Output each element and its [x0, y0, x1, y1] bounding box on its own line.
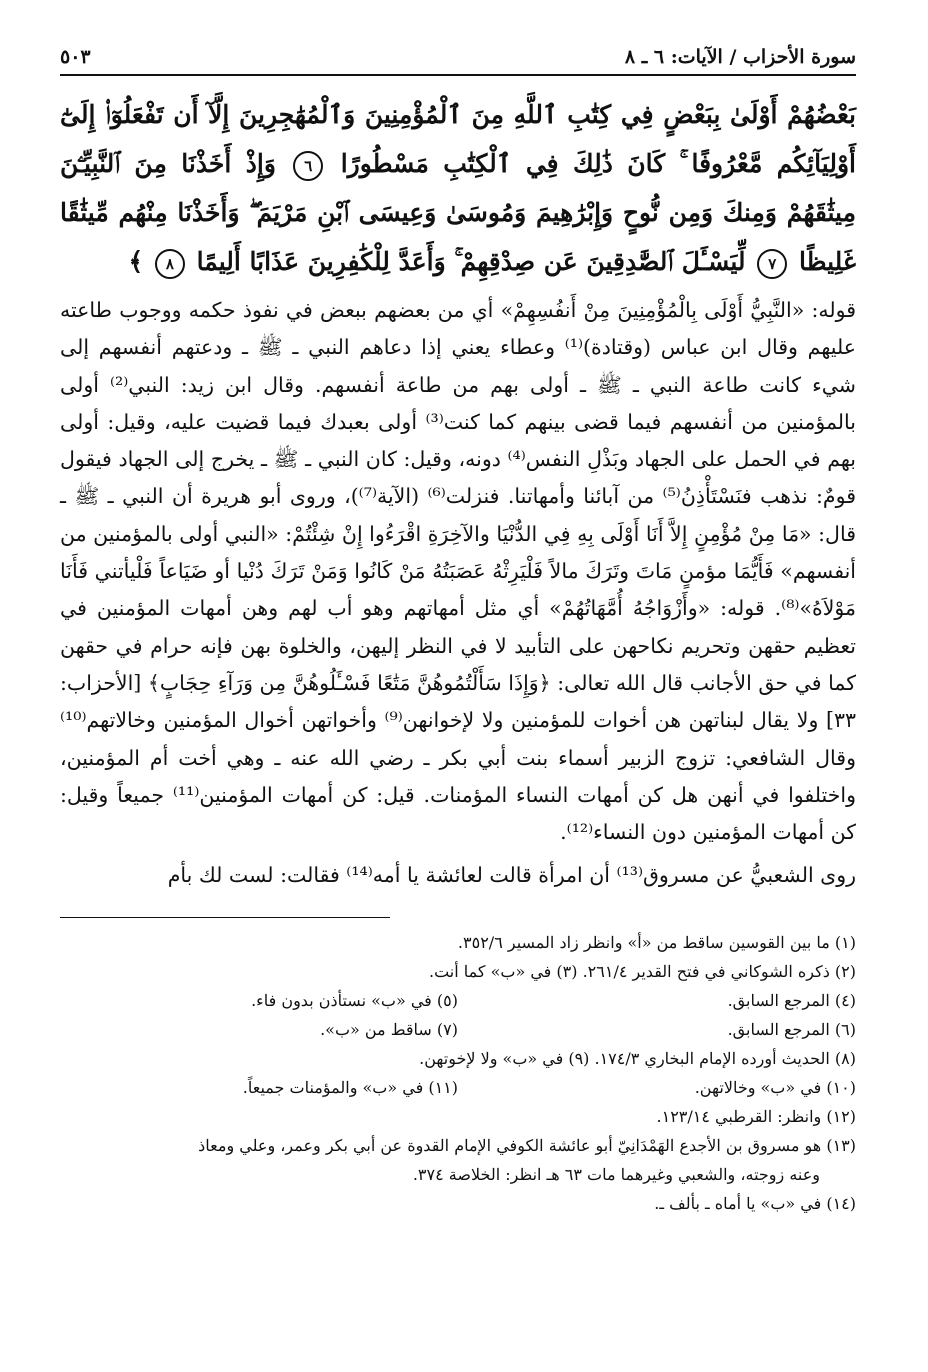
commentary-paragraph: روى الشعبيُّ عن مسروق⁽¹³⁾ أن امرأة قالت لعائشة يا أمه⁽¹⁴⁾ فقالت: لست لك بأم: [167, 863, 856, 888]
verse-text-2: وَإِذْ أَخَذْنَا مِنَ ٱلنَّبِيِّـۧنَ مِيثَٰقَهُمْ وَمِنكَ وَمِن نُّوحٍ وَإِبْرَٰهِيمَ وَمُوسَىٰ وَعِيسَى ٱبْنِ مَرْيَمَ ۖ وَأَخَذْنَا مِنْهُم مِّيثَٰقًا غَلِيظًا: [60, 149, 856, 276]
verse-text-1: بَعْضُهُمْ أَوْلَىٰ بِبَعْضٍ فِي كِتَٰبِ ٱللَّهِ مِنَ ٱلْمُؤْمِنِينَ وَٱلْمُهَٰجِرِينَ إِلَّآ أَن تَفْعَلُوٓا۟ إِلَىٰٓ أَوْلِيَآئِكُم مَّعْرُوفًا ۚ كَانَ ذَٰلِكَ فِي ٱلْكِتَٰبِ مَسْطُورًا: [60, 100, 856, 178]
footnote: (٢) ذكره الشوكاني في فتح القدير ٢٦١/٤. (٣) في «ب» كما أنت.: [428, 961, 856, 981]
verse-text-3: لِّيَسْـَٔلَ ٱلصَّٰدِقِينَ عَن صِدْقِهِمْ ۚ وَأَعَدَّ لِلْكَٰفِرِينَ عَذَابًا أَلِيمًا: [196, 247, 746, 276]
verse-number-marker: ٧: [757, 249, 787, 279]
commentary-paragraph: قوله: «النَّبِيُّ أَوْلَى بِالْمُؤْمِنِينَ مِنْ أَنفُسِهِمْ» أي من بعضهم ببعض في نفوذ حكمه ووجوب طاعته عليهم وقال ابن عباس (وقتادة)⁽¹⁾ وعطاء يعني إذا دعاهم النبي ـ ﷺ ـ ودعتهم أنفسهم إلى شيء كانت طاعة النبي ـ ﷺ ـ أولى بهم من طاعة أنفسهم. وقال ابن زيد: النبي⁽²⁾ أولى بالمؤمنين من أنفسهم فيما قضى بينهم كما كنت⁽³⁾ أولى بعبدك فيما قضيت عليه، وقيل: أولى بهم في الحمل على الجهاد وبَذْلِ النفس⁽⁴⁾ دونه، وقيل: كان النبي ـ ﷺ ـ يخرج إلى الجهاد فيقول قومٌ: نذهب فنَسْتَأْذِنُ⁽⁵⁾ من آبائنا وأمهاتنا. فنزلت⁽⁶⁾ (الآية⁽⁷⁾)، وروى أبو هريرة أن النبي ـ ﷺ ـ قال: «مَا مِنْ مُؤْمِنٍ إِلاَّ أَنَا أَوْلَى بِهِ فِي الدُّنْيَا والآخِرَةِ اقْرَءُوا إِنْ شِئْتُمْ: «النبي أولى بالمؤمنين من أنفسهم» فَأَيُّمَا مؤمنٍ مَاتَ وتَرَكَ مالاً فَلْيَرِثْهُ عَصَبَتُهُ مَنْ كَانُوا وَمَنْ تَرَكَ دُنْيا أو ضَيَاعاً فَلْيأتني فَأَنَا مَوْلاَهُ»⁽⁸⁾. قوله: «وأَزْوَاجُهُ أُمَّهَاتُهُمْ» أي مثل أمهاتهم وهو أب لهم وهن أمهات المؤمنين في تعظيم حقهن وتحريم نكاحهن على التأبيد لا في النظر إليهن، والخلوة بهن فإنه حرام في حقهن كما في حق الأجانب قال الله تعالى: ﴿وَإِذَا سَأَلْتُمُوهُنَّ مَتَٰعًا فَسْـَٔلُوهُنَّ مِن وَرَآءِ حِجَابٍ﴾ [الأحزاب: ٣٣] ولا يقال لبناتهن هن أخوات للمؤمنين ولا لإخوانهن⁽⁹⁾ وأخواتهن أخوال المؤمنين وخالاتهم⁽¹⁰⁾ وقال الشافعي: تزوج الزبير أسماء بنت أبي بكر ـ رضي الله عنه ـ وهي أخت أم المؤمنين، واختلفوا في أنهن هل كن أمهات النساء المؤمنات. قيل: كن أمهات المؤمنين⁽¹¹⁾ جميعاً وقيل: كن أمهات المؤمنين دون النساء⁽¹²⁾.: [60, 298, 857, 845]
footnote-row: [60, 986, 856, 1015]
footnote-row: [60, 1015, 856, 1044]
footnote: (٨) الحديث أورده الإمام البخاري ١٧٤/٣. (٩) في «ب» ولا لإخوتهن.: [419, 1048, 856, 1068]
footnote: (٧) ساقط من «ب».: [320, 1019, 458, 1039]
footnote: (١٣) هو مسروق بن الأجدع الهَمْدَانِيّ أبو عائشة الكوفي الإمام القدوة عن أبي بكر وعمر، وعلي ومعاذ: [198, 1135, 856, 1155]
surah-title: سورة الأحزاب / الآيات: ٦ ـ ٨: [624, 46, 856, 68]
footnote: (١٢) وانظر: القرطبي ١٢٣/١٤.: [656, 1106, 856, 1126]
footnote: (٥) في «ب» نستأذن بدون فاء.: [251, 990, 458, 1010]
footnote-row: [60, 1073, 856, 1102]
footnote: (٤) المرجع السابق.: [727, 990, 856, 1010]
verse-number-marker: ٨: [155, 249, 185, 279]
page-header: [60, 40, 856, 76]
verse-number-marker: ٦: [293, 151, 323, 181]
verse-close-bracket: ﴾: [128, 247, 144, 276]
footnote: (١) ما بين القوسين ساقط من «أ» وانظر زاد المسير ٣٥٢/٦.: [457, 932, 856, 952]
page: [60, 40, 856, 1340]
footnote-continuation: وعنه زوجته، والشعبي وغيرهما مات ٦٣ هـ انظر: الخلاصة ٣٧٤.: [412, 1164, 820, 1184]
commentary-body: [60, 292, 856, 895]
footnote: (١٤) في «ب» يا أماه ـ بألف ـ.: [654, 1193, 856, 1213]
footnote: (٦) المرجع السابق.: [727, 1019, 856, 1039]
footnote: (١٠) في «ب» وخالاتهن.: [694, 1077, 856, 1097]
quran-verse-block: [60, 90, 856, 286]
footnote-divider: [60, 917, 390, 918]
footnote: (١١) في «ب» والمؤمنات جميعاً.: [242, 1077, 458, 1097]
footnotes: [60, 928, 856, 1218]
page-number: ٥٠٣: [60, 46, 91, 68]
